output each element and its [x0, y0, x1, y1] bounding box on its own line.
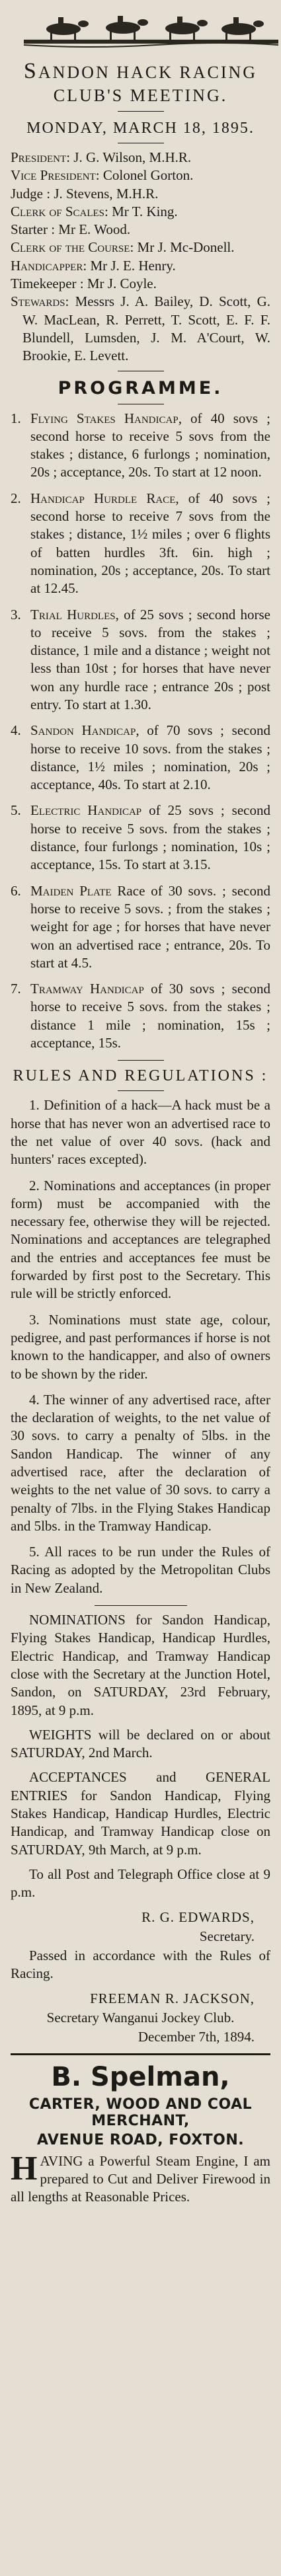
- official-entry: President: J. G. Wilson, M.H.R.: [11, 149, 192, 165]
- race-entry: 7. Tramway Handicap of 30 sovs ; second horse to receive 5 sovs. from the stakes ; distance 1 mile ; nomination, 15s ; acceptance, 15s.: [11, 981, 270, 1051]
- official-entry: Clerk of the Course: Mr J. Mc-Donell.: [11, 239, 235, 256]
- official-entry: Vice President: Colonel Gorton.: [11, 167, 194, 184]
- notice-paragraph: NOMINATIONS for Sandon Handicap, Flying Stakes Handicap, Handicap Hurdles, Electric Handicap, and Tramway Handicap close with the Secretary at the Junction Hotel, Sandon, on SATURDAY, 23rd February, 1895, at 9 p.m.: [11, 1612, 270, 1718]
- official-entry: Stewards: Messrs J. A. Bailey, D. Scott, G. W. MacLean, R. Perrett, T. Scott, E. F. F. Blundell, Lumsden, J. M. A'Court, W. Brookie, E. Levett.: [11, 293, 270, 364]
- advert-body: HAVING a Powerful Steam Engine, I am prepared to Cut and Deliver Firewood in all lengths at Reasonable Prices.: [11, 2149, 270, 2205]
- race-entry: 4. Sandon Handicap, of 70 sovs ; second horse to receive 10 sovs. from the stakes ; distance, 1½ miles ; nomination, 20s ; acceptance, 40s. To start at 2.10.: [11, 722, 270, 793]
- official-entry: Starter : Mr E. Wood.: [11, 221, 131, 238]
- rule-paragraph: 2. Nominations and acceptances (in proper form) must be accompanied with the necessary fee, otherwise they will be rejected. Nominations and acceptances are telegraphed and the entries and acceptances fee must be forwarded by first post to the Secretary. This rule will be strictly enforced.: [11, 1177, 270, 1302]
- advert-trade: CARTER, WOOD AND COAL MERCHANT,: [28, 2096, 253, 2129]
- divider: [118, 1090, 164, 1091]
- advert-divider: [11, 2053, 270, 2055]
- notices: [11, 1611, 270, 1901]
- official-entry: Handicapper: Mr J. E. Henry.: [11, 257, 176, 274]
- race-entry: 1. Flying Stakes Handicap, of 40 sovs ; second horse to receive 5 sovs from the stakes ; distance, 6 furlongs ; nomination, 20s ; acceptance, 20s. To start at 12 noon.: [11, 410, 270, 480]
- secretary-name: R. G. EDWARDS,: [141, 1909, 255, 1925]
- rule-paragraph: 1. Definition of a hack—A hack must be a horse that has never won an advertised race to the net value of over 40 sovs. (hack and hunters' races excepted).: [11, 1097, 270, 1168]
- divider: [118, 1060, 164, 1061]
- advert-dropcap: H: [11, 2149, 38, 2187]
- divider: [95, 1605, 187, 1606]
- rule-paragraph: 4. The winner of any advertised race, after the declaration of weights, to the net value of 30 sovs. to carry a penalty of 5lbs. in the Sandon Handicap. The winner of any advertised race, after the declaration of weights to the net value of 30 sovs. to carry a penalty of 7lbs. in the Flying Stakes Handicap and 5lbs. in the Tramway Handicap.: [11, 1391, 270, 1534]
- race-entry: 3. Trial Hurdles, of 25 sovs ; second horse to receive 5 sovs. from the stakes ; distance, 1 mile and a distance ; weight not less than 10st ; for horses that have never won any hurdle race ; entrance 20s ; post entry. To start at 1.30.: [11, 606, 270, 712]
- passed-statement: Passed in accordance with the Rules of Racing.: [11, 1948, 270, 1982]
- notice-date: December 7th, 1894.: [138, 2029, 255, 2045]
- notice-paragraph: To all Post and Telegraph Office close at 9 p.m.: [11, 1866, 270, 1901]
- race-entry: 2. Handicap Hurdle Race, of 40 sovs ; second horse to receive 7 sovs from the stakes ; distance, 1½ miles ; over 6 flights of batten hurdles 3ft. 6in. high ; nomination, 20s ; acceptance, 20s. To start at 12.45.: [11, 490, 270, 597]
- meeting-title-line1: SANDON HACK RACING: [23, 59, 258, 83]
- programme-heading: PROGRAMME.: [58, 377, 223, 398]
- secretary-title: Secretary.: [199, 1928, 255, 1944]
- official-entry: Judge : J. Stevens, M.H.R.: [11, 185, 159, 202]
- spelman-advert: [11, 2062, 270, 2207]
- advert-name: B. Spelman,: [51, 2061, 230, 2092]
- rule-paragraph: 3. Nominations must state age, colour, pedigree, and past performances if horse is not known to the handicapper, and also of owners to be shown by the rider.: [11, 1311, 270, 1382]
- meeting-date: MONDAY, MARCH 18, 1895.: [26, 119, 255, 137]
- racing-horses-engraving: [24, 5, 278, 52]
- race-entry: 6. Maiden Plate Race of 30 sovs. ; second horse to receive 5 sovs. ; from the stakes ; weight for age ; for horses that have never won an advertised race ; entrance, 20s. To start at 4.5.: [11, 882, 270, 971]
- notice-paragraph: ACCEPTANCES and GENERAL ENTRIES for Sandon Handicap, Flying Stakes Handicap, Handicap Hurdles, Electric Handicap, and Tramway Handicap close on SATURDAY, 9th March, at 9 p.m.: [11, 1769, 270, 1858]
- divider: [118, 111, 164, 112]
- rules-list: [11, 1096, 270, 1597]
- official-entry: Clerk of Scales: Mr T. King.: [11, 203, 178, 219]
- officials-list: [11, 149, 270, 365]
- rules-heading: RULES AND REGULATIONS :: [13, 1067, 268, 1085]
- passer-title: Secretary Wanganui Jockey Club.: [46, 2010, 235, 2026]
- race-list: [11, 410, 270, 1053]
- advert-address: AVENUE ROAD, FOXTON.: [36, 2131, 245, 2148]
- meeting-title-line2: CLUB'S MEETING.: [53, 85, 228, 105]
- notice-paragraph: WEIGHTS will be declared on or about SATURDAY, 2nd March.: [11, 1726, 270, 1761]
- official-entry: Timekeeper : Mr J. Coyle.: [11, 276, 157, 292]
- passer-name: FREEMAN R. JACKSON,: [90, 1990, 255, 2006]
- race-entry: 5. Electric Handicap of 25 sovs ; second horse to receive 5 sovs. from the stakes ; distance, four furlongs ; nomination, 10s ; acceptance, 15s. To start at 3.15.: [11, 802, 270, 873]
- rule-paragraph: 5. All races to be run under the Rules of Racing as adopted by the Metropolitan Clubs in New Zealand.: [11, 1544, 270, 1596]
